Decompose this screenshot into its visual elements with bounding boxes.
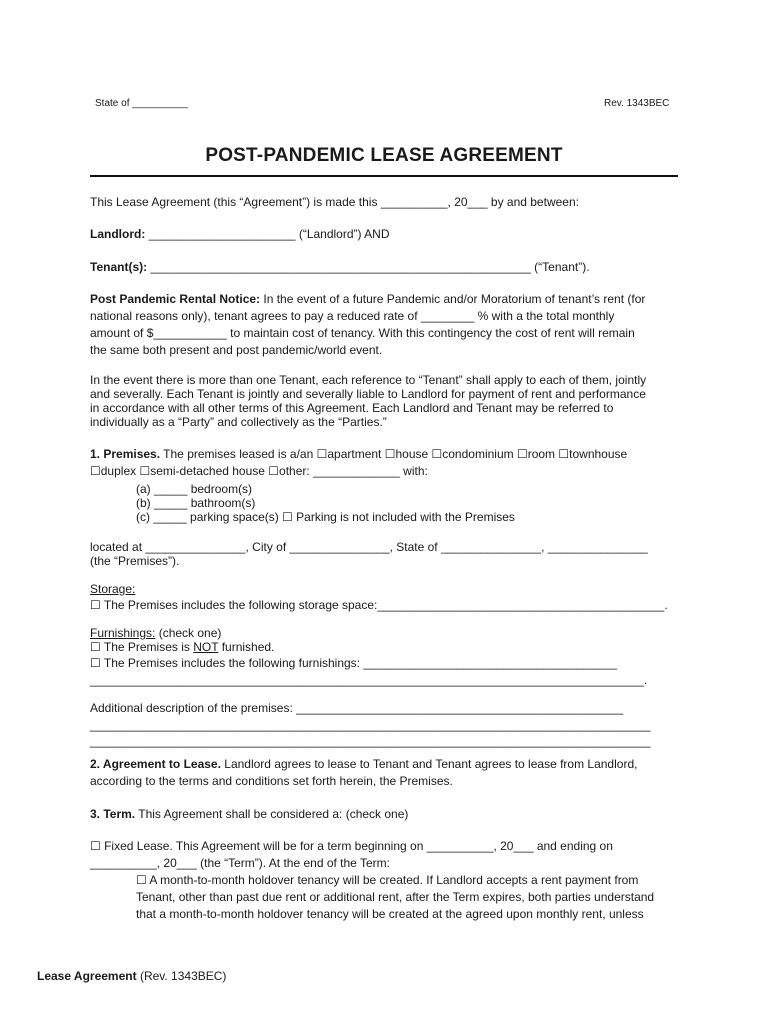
title-rule [90,175,678,177]
state-line: State of __________ [95,98,188,109]
additional-line-1: Additional description of the premises: _________________________________________________ [90,701,624,715]
premises-types: The premises leased is a/an ☐apartment ☐house ☐condominium ☐room ☐townhouse [160,447,628,461]
furnishings-not-word: NOT [193,640,219,654]
document-title: POST-PANDEMIC LEASE AGREEMENT [205,145,563,166]
holdover-line-2: Tenant, other than past due rent or additional rent, after the Term expires, both parties understand [136,890,655,904]
tenant-blank: _________________________________________________________ (“Tenant”). [147,260,590,274]
agreement-line-1 [90,756,637,773]
furnishings-blank: ___________________________________________________________________________________. [90,673,648,687]
additional-line-2: ____________________________________________________________________________________ [90,718,651,732]
landlord-line [90,226,390,243]
tenant-line [90,259,590,276]
tenant-label: Tenant(s): [90,260,148,274]
notice-line-2: national reasons only), tenant agrees to pay a reduced rate of ________ % with a the total monthly [90,309,615,323]
furnishings-heading: Furnishings: [90,626,156,640]
premises-line-2: ☐duplex ☐semi-detached house ☐other: _____________ with: [90,464,428,478]
furnishings-check-one: (check one) [155,626,222,640]
agreement-text-1: Landlord agrees to lease to Tenant and Tenant agrees to lease from Landlord, [220,757,638,771]
furnishings-not-pre: ☐ The Premises is [90,640,194,654]
premises-item-b: (b) _____ bathroom(s) [136,496,256,510]
furnishings-heading-line [90,626,221,640]
intro-paragraph: This Lease Agreement (this “Agreement”) is made this __________, 20___ by and between: [90,195,579,209]
premises-item-c: (c) _____ parking space(s) ☐ Parking is not included with the Premises [136,510,515,524]
notice-label: Post Pandemic Rental Notice: [90,292,261,306]
storage-line: ☐ The Premises includes the following storage space:___________________________________________. [90,598,668,612]
multi-tenant-line-4: individually as a “Party” and collectively as the “Parties.” [90,415,387,429]
premises-item-a: (a) _____ bedroom(s) [136,482,253,496]
revision-label: Rev. 1343BEC [604,98,670,109]
notice-text-1: In the event of a future Pandemic and/or Moratorium of tenant’s rent (for [260,292,646,306]
landlord-label: Landlord: [90,227,146,241]
notice-line-4: the same both present and post pandemic/world event. [90,343,383,357]
furnishings-not-post: furnished. [218,640,275,654]
agreement-heading: 2. Agreement to Lease. [90,757,221,771]
term-text: This Agreement shall be considered a: (check one) [135,807,409,821]
page-footer [37,969,226,983]
holdover-line-1: ☐ A month-to-month holdover tenancy will be created. If Landlord accepts a rent payment from [136,873,639,887]
fixed-lease-line-2: __________, 20___ (the “Term”). At the end of the Term: [90,856,390,870]
premises-heading: 1. Premises. [90,447,161,461]
premises-line-1 [90,446,627,463]
footer-revision: (Rev. 1343BEC) [136,969,227,983]
storage-heading: Storage: [90,582,136,596]
term-line [90,806,408,823]
notice-line-1 [90,291,645,308]
multi-tenant-line-1: In the event there is more than one Tenant, each reference to “Tenant” shall apply to each of them, jointly [90,373,647,387]
additional-line-3: ____________________________________________________________________________________ [90,734,651,748]
fixed-lease-line-1: ☐ Fixed Lease. This Agreement will be for a term beginning on __________, 20___ and ending on [90,839,613,853]
furnishings-includes: ☐ The Premises includes the following furnishings: ______________________________________ [90,656,617,670]
term-heading: 3. Term. [90,807,136,821]
multi-tenant-line-3: in accordance with all other terms of this Agreement. Each Landlord and Tenant may be referred to [90,401,614,415]
furnishings-not-furnished [90,640,274,654]
premises-location-2: (the “Premises”). [90,554,180,568]
notice-line-3: amount of $___________ to maintain cost of tenancy. With this contingency the cost of rent will remain [90,326,635,340]
landlord-blank: ______________________ (“Landlord”) AND [145,227,390,241]
multi-tenant-line-2: and severally. Each Tenant is jointly and severally liable to Landlord for payment of rent and performance [90,387,646,401]
agreement-line-2: according to the terms and conditions set forth herein, the Premises. [90,774,453,788]
holdover-line-3: that a month-to-month holdover tenancy will be created at the agreed upon monthly rent, unless [136,907,644,921]
footer-label: Lease Agreement [37,969,137,983]
premises-location-1: located at _______________, City of _______________, State of _______________, _______________ [90,540,648,554]
